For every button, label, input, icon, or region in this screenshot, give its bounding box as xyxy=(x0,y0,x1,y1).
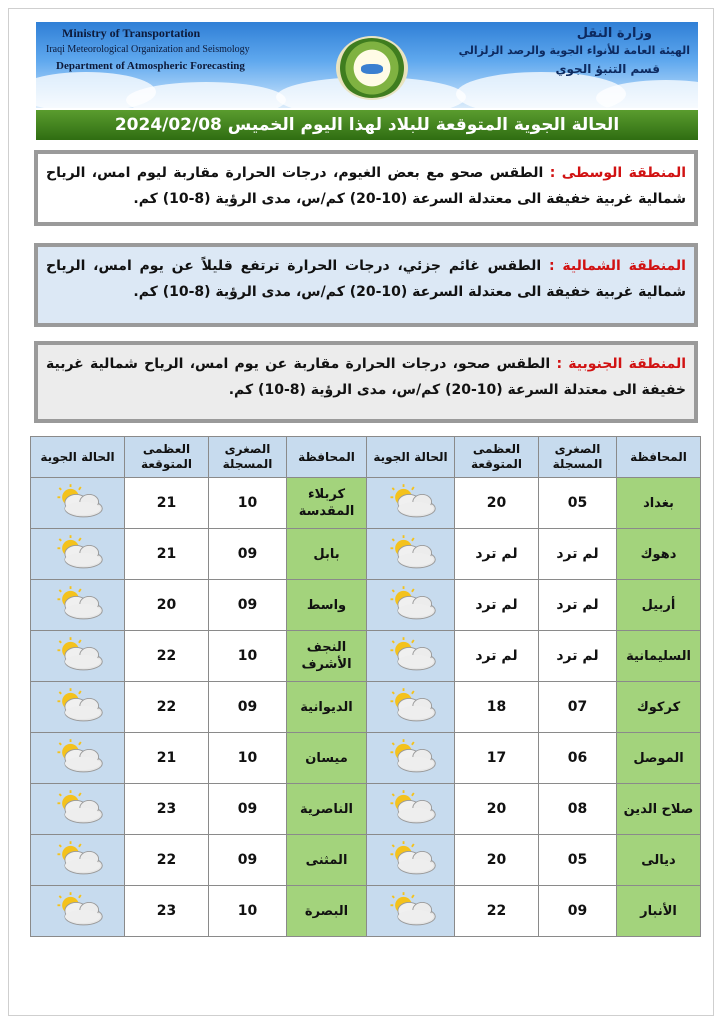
region-central-text: الطقس صحو مع بعض الغيوم، درجات الحرارة مقاربة ليوم امس، الرياح شمالية غربية خفيفة الى معتدلة السرعة (10-20) كم/س، مدى الرؤية (8-10) كم. xyxy=(46,165,686,207)
province-cell: واسط xyxy=(287,580,367,631)
region-north xyxy=(34,243,698,327)
table-row xyxy=(31,886,701,937)
max-temp-cell: 22 xyxy=(125,631,209,682)
condition-cell xyxy=(367,784,455,835)
header-dept-ar: قسم التنبؤ الجوي xyxy=(555,62,660,76)
condition-cell xyxy=(31,784,125,835)
table-row xyxy=(31,631,701,682)
partly-cloudy-icon xyxy=(50,839,106,881)
province-cell: بابل xyxy=(287,529,367,580)
table-row xyxy=(31,580,701,631)
min-temp-cell: 08 xyxy=(539,784,617,835)
table-row xyxy=(31,529,701,580)
condition-cell xyxy=(367,529,455,580)
region-south-name: المنطقة الجنوبية : xyxy=(556,356,687,372)
header-ministry-en: Ministry of Transportation xyxy=(62,26,201,40)
partly-cloudy-icon xyxy=(50,482,106,524)
max-temp-cell: لم ترد xyxy=(455,631,539,682)
condition-cell xyxy=(31,682,125,733)
condition-cell xyxy=(31,631,125,682)
province-cell: الأنبار xyxy=(617,886,701,937)
region-north-name: المنطقة الشمالية : xyxy=(549,258,686,274)
min-temp-cell: 05 xyxy=(539,478,617,529)
region-central xyxy=(34,150,698,226)
condition-cell xyxy=(31,835,125,886)
province-cell: السليمانية xyxy=(617,631,701,682)
partly-cloudy-icon xyxy=(50,890,106,932)
header-condition-right: الحالة الجوية xyxy=(367,437,455,478)
min-temp-cell: 09 xyxy=(209,784,287,835)
min-temp-cell: 10 xyxy=(209,886,287,937)
header-ministry-ar: وزارة النقل xyxy=(576,26,652,41)
max-temp-cell: 22 xyxy=(125,682,209,733)
header-province-left: المحافظة xyxy=(287,437,367,478)
partly-cloudy-icon xyxy=(50,788,106,830)
condition-cell xyxy=(367,580,455,631)
partly-cloudy-icon xyxy=(50,533,106,575)
province-cell: البصرة xyxy=(287,886,367,937)
partly-cloudy-icon xyxy=(383,737,439,779)
region-central-name: المنطقة الوسطى : xyxy=(549,165,687,181)
header-org-ar: الهيئة العامة للأنواء الجوية والرصد الزلزالي xyxy=(458,44,690,57)
condition-cell xyxy=(31,529,125,580)
region-north-text: الطقس غائم جزئي، درجات الحرارة ترتفع قليلاً عن يوم امس، الرياح شمالية غربية خفيفة الى معتدلة السرعة (10-20) كم/س، مدى الرؤية (8-10) كم. xyxy=(46,258,686,300)
table-row xyxy=(31,682,701,733)
partly-cloudy-icon xyxy=(50,635,106,677)
header-org-en: Iraqi Meteorological Organization and Seismology xyxy=(46,44,250,55)
min-temp-cell: 09 xyxy=(209,580,287,631)
condition-cell xyxy=(31,733,125,784)
header-max-left: العظمى المتوقعة xyxy=(125,437,209,478)
header-province-right: المحافظة xyxy=(617,437,701,478)
condition-cell xyxy=(367,733,455,784)
province-cell: ديالى xyxy=(617,835,701,886)
condition-cell xyxy=(367,886,455,937)
min-temp-cell: لم ترد xyxy=(539,631,617,682)
header-banner xyxy=(36,22,698,108)
partly-cloudy-icon xyxy=(50,737,106,779)
condition-cell xyxy=(367,478,455,529)
table-row xyxy=(31,835,701,886)
max-temp-cell: 23 xyxy=(125,784,209,835)
header-dept-en: Department of Atmospheric Forecasting xyxy=(56,60,245,72)
max-temp-cell: 21 xyxy=(125,733,209,784)
partly-cloudy-icon xyxy=(383,533,439,575)
province-cell: الموصل xyxy=(617,733,701,784)
province-cell: بغداد xyxy=(617,478,701,529)
min-temp-cell: 09 xyxy=(209,682,287,733)
province-cell: صلاح الدين xyxy=(617,784,701,835)
partly-cloudy-icon xyxy=(383,788,439,830)
table-row xyxy=(31,733,701,784)
header-condition-left: الحالة الجوية xyxy=(31,437,125,478)
max-temp-cell: 20 xyxy=(455,835,539,886)
max-temp-cell: لم ترد xyxy=(455,580,539,631)
partly-cloudy-icon xyxy=(383,686,439,728)
max-temp-cell: 20 xyxy=(125,580,209,631)
max-temp-cell: 18 xyxy=(455,682,539,733)
min-temp-cell: 10 xyxy=(209,478,287,529)
partly-cloudy-icon xyxy=(383,890,439,932)
header-min-left: الصغرى المسجلة xyxy=(209,437,287,478)
table-row xyxy=(31,784,701,835)
page-title: الحالة الجوية المتوقعة للبلاد لهذا اليوم الخميس 2024/02/08 xyxy=(114,115,620,135)
forecast-table xyxy=(30,436,701,937)
province-cell: كركوك xyxy=(617,682,701,733)
partly-cloudy-icon xyxy=(383,839,439,881)
header-min-right: الصغرى المسجلة xyxy=(539,437,617,478)
table-row xyxy=(31,478,701,529)
province-cell: كربلاء المقدسة xyxy=(287,478,367,529)
min-temp-cell: 10 xyxy=(209,631,287,682)
partly-cloudy-icon xyxy=(50,686,106,728)
partly-cloudy-icon xyxy=(383,482,439,524)
partly-cloudy-icon xyxy=(383,635,439,677)
min-temp-cell: 05 xyxy=(539,835,617,886)
province-cell: الديوانية xyxy=(287,682,367,733)
partly-cloudy-icon xyxy=(383,584,439,626)
max-temp-cell: 21 xyxy=(125,478,209,529)
max-temp-cell: لم ترد xyxy=(455,529,539,580)
condition-cell xyxy=(31,580,125,631)
min-temp-cell: 07 xyxy=(539,682,617,733)
organization-logo xyxy=(336,36,408,100)
min-temp-cell: 09 xyxy=(539,886,617,937)
province-cell: أربيل xyxy=(617,580,701,631)
max-temp-cell: 22 xyxy=(125,835,209,886)
min-temp-cell: لم ترد xyxy=(539,580,617,631)
table-header-row xyxy=(31,437,701,478)
condition-cell xyxy=(367,631,455,682)
region-south xyxy=(34,341,698,423)
min-temp-cell: لم ترد xyxy=(539,529,617,580)
max-temp-cell: 20 xyxy=(455,784,539,835)
min-temp-cell: 06 xyxy=(539,733,617,784)
max-temp-cell: 23 xyxy=(125,886,209,937)
title-bar xyxy=(36,110,698,140)
province-cell: دهوك xyxy=(617,529,701,580)
province-cell: المثنى xyxy=(287,835,367,886)
province-cell: النجف الأشرف xyxy=(287,631,367,682)
min-temp-cell: 09 xyxy=(209,529,287,580)
condition-cell xyxy=(367,835,455,886)
region-south-text: الطقس صحو، درجات الحرارة مقاربة عن يوم امس، الرياح شمالية غربية خفيفة الى معتدلة السرعة (10-20) كم/س، مدى الرؤية (8-10) كم. xyxy=(46,356,686,398)
condition-cell xyxy=(367,682,455,733)
province-cell: ميسان xyxy=(287,733,367,784)
condition-cell xyxy=(31,886,125,937)
province-cell: الناصرية xyxy=(287,784,367,835)
max-temp-cell: 22 xyxy=(455,886,539,937)
max-temp-cell: 20 xyxy=(455,478,539,529)
min-temp-cell: 10 xyxy=(209,733,287,784)
max-temp-cell: 17 xyxy=(455,733,539,784)
header-max-right: العظمى المتوقعة xyxy=(455,437,539,478)
min-temp-cell: 09 xyxy=(209,835,287,886)
partly-cloudy-icon xyxy=(50,584,106,626)
max-temp-cell: 21 xyxy=(125,529,209,580)
condition-cell xyxy=(31,478,125,529)
